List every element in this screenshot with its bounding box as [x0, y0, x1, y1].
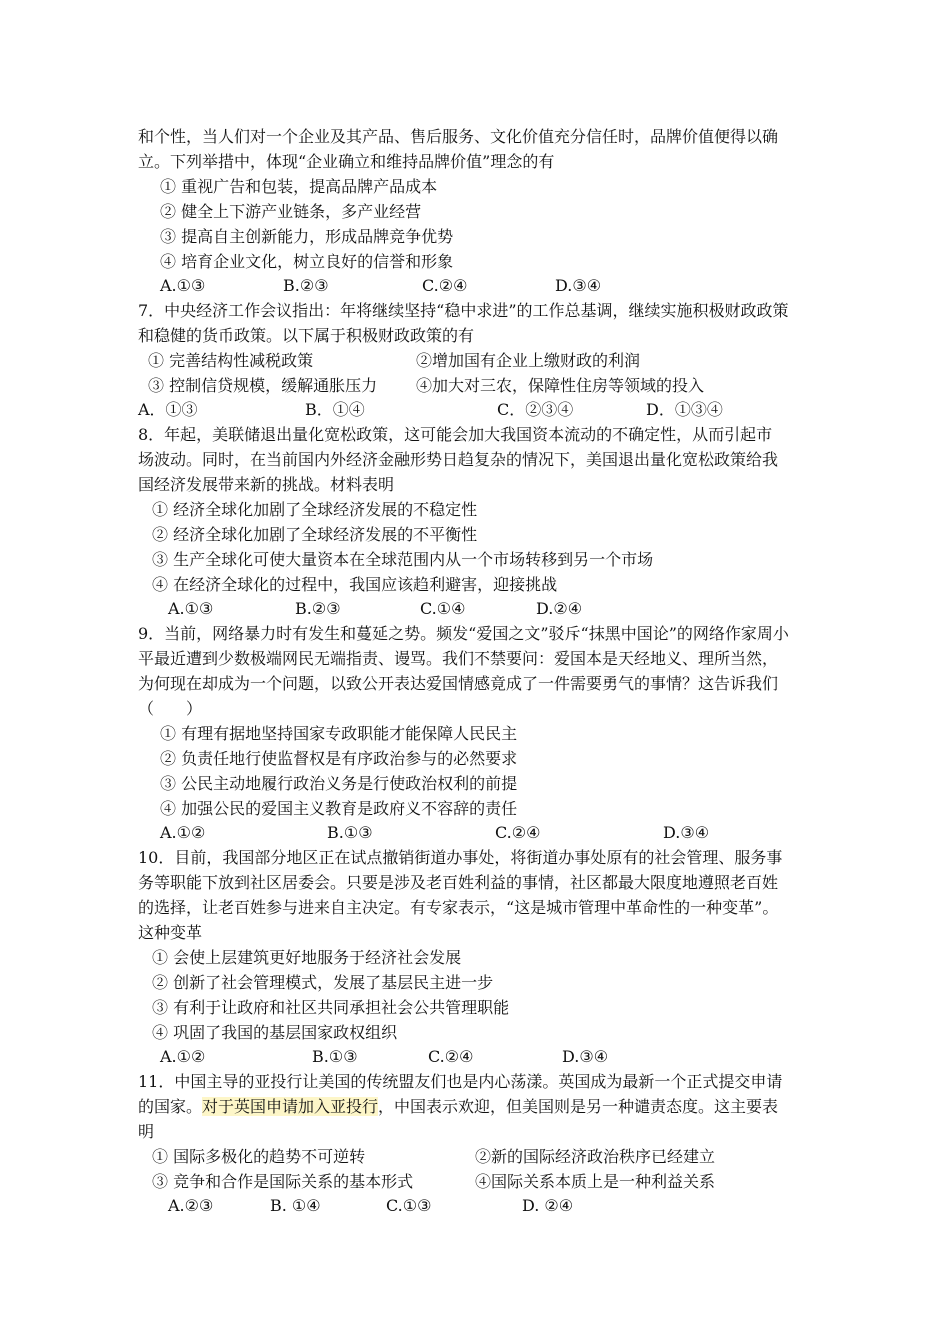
- q9-item-1: ① 有理有据地坚持国家专政职能才能保障人民民主: [160, 724, 518, 743]
- q7-option-b: B．①④: [305, 400, 365, 419]
- q10-item-3: ③ 有利于让政府和社区共同承担社会公共管理职能: [152, 998, 510, 1017]
- q6-item-2: ② 健全上下游产业链条，多产业经营: [160, 202, 422, 221]
- q7-stem-line-1: 7．中央经济工作会议指出：年将继续坚持“稳中求进”的工作总基调，继续实施积极财政政策: [138, 301, 789, 320]
- q7-option-a: A．①③: [138, 400, 198, 419]
- q6-item-1: ① 重视广告和包装，提高品牌产品成本: [160, 177, 438, 196]
- q9-option-b: B.①③: [327, 823, 373, 842]
- q10-item-2: ② 创新了社会管理模式，发展了基层民主进一步: [152, 973, 494, 992]
- q11-item-1: ① 国际多极化的趋势不可逆转: [152, 1147, 366, 1166]
- q9-stem-line-2: 平最近遭到少数极端网民无端指责、谩骂。我们不禁要问：爱国本是天经地义、理所当然，: [138, 649, 779, 668]
- q7-item-2: ②增加国有企业上缴财政的利润: [416, 351, 641, 370]
- q9-option-a: A.①②: [160, 823, 206, 842]
- q10-option-b: B.①③: [312, 1047, 358, 1066]
- q11-option-a: A.②③: [168, 1196, 214, 1215]
- q8-item-3: ③ 生产全球化可使大量资本在全球范围内从一个市场转移到另一个市场: [152, 550, 654, 569]
- q6-option-c: C.②④: [422, 276, 468, 295]
- q10-item-4: ④ 巩固了我国的基层国家政权组织: [152, 1023, 398, 1042]
- q8-stem-line-2: 场波动。同时，在当前国内外经济金融形势日趋复杂的情况下，美国退出量化宽松政策给我: [138, 450, 779, 469]
- q10-stem-line-1: 10．目前，我国部分地区正在试点撤销街道办事处，将街道办事处原有的社会管理、服务事: [138, 848, 783, 867]
- q8-option-d: D.②④: [536, 599, 583, 618]
- q10-stem-line-4: 这种变革: [138, 923, 203, 942]
- q10-stem-line-3: 的选择，让老百姓参与进来自主决定。有专家表示，“这是城市管理中革命性的一种变革”。: [138, 898, 779, 917]
- q11-item-4: ④国际关系本质上是一种利益关系: [475, 1172, 716, 1191]
- q7-item-4: ④加大对三农，保障性住房等领域的投入: [416, 376, 705, 395]
- q11-item-2: ②新的国际经济政治秩序已经建立: [475, 1147, 716, 1166]
- q9-item-2: ② 负责任地行使监督权是有序政治参与的必然要求: [160, 749, 518, 768]
- q8-stem-line-3: 国经济发展带来新的挑战。材料表明: [138, 475, 395, 494]
- q10-option-c: C.②④: [428, 1047, 474, 1066]
- q9-option-c: C.②④: [495, 823, 541, 842]
- q11-option-b: B. ①④: [270, 1196, 321, 1215]
- q8-option-a: A.①③: [168, 599, 214, 618]
- q6-item-3: ③ 提高自主创新能力，形成品牌竞争优势: [160, 227, 454, 246]
- q7-item-1: ① 完善结构性减税政策: [148, 351, 314, 370]
- q9-stem-line-1: 9．当前，网络暴力时有发生和蔓延之势。频发“爱国之文”驳斥“抹黑中国论”的网络作家周小: [138, 624, 789, 643]
- q11-highlighted-text: 对于英国申请加入亚投行: [202, 1097, 379, 1116]
- q7-item-3: ③ 控制信贷规模，缓解通胀压力: [148, 376, 378, 395]
- q8-stem-line-1: 8．年起，美联储退出量化宽松政策，这可能会加大我国资本流动的不确定性，从而引起市: [138, 425, 773, 444]
- q10-item-1: ① 会使上层建筑更好地服务于经济社会发展: [152, 948, 462, 967]
- q7-option-d: D．①③④: [646, 400, 723, 419]
- q7-stem-line-2: 和稳健的货币政策。以下属于积极财政政策的有: [138, 326, 475, 345]
- q9-stem-line-3: 为何现在却成为一个问题，以致公开表达爱国情感竟成了一件需要勇气的事情？这告诉我们: [138, 674, 779, 693]
- q8-option-c: C.①④: [420, 599, 466, 618]
- q10-option-d: D.③④: [562, 1047, 609, 1066]
- q11-item-3: ③ 竞争和合作是国际关系的基本形式: [152, 1172, 414, 1191]
- q8-option-b: B.②③: [295, 599, 341, 618]
- q7-option-c: C．②③④: [497, 400, 574, 419]
- q9-answer-blank: （ ）: [138, 699, 203, 718]
- q10-option-a: A.①②: [160, 1047, 206, 1066]
- q11-stem-text-a: 的国家。: [138, 1097, 203, 1116]
- q9-item-3: ③ 公民主动地履行政治义务是行使政治权利的前提: [160, 774, 518, 793]
- q11-option-d: D. ②④: [522, 1196, 574, 1215]
- q6-stem-line-2: 立。下列举措中，体现“企业确立和维持品牌价值”理念的有: [138, 152, 555, 171]
- q11-stem-line-3: 明: [138, 1122, 155, 1141]
- q9-item-4: ④ 加强公民的爱国主义教育是政府义不容辞的责任: [160, 799, 518, 818]
- q8-item-4: ④ 在经济全球化的过程中，我国应该趋利避害，迎接挑战: [152, 575, 558, 594]
- q11-stem-line-2: [138, 1097, 778, 1117]
- q6-option-d: D.③④: [555, 276, 602, 295]
- q11-stem-line-1: 11．中国主导的亚投行让美国的传统盟友们也是内心荡漾。英国成为最新一个正式提交申请: [138, 1072, 783, 1091]
- q6-stem-line-1: 和个性，当人们对一个企业及其产品、售后服务、文化价值充分信任时，品牌价值便得以确: [138, 127, 779, 146]
- q8-item-1: ① 经济全球化加剧了全球经济发展的不稳定性: [152, 500, 478, 519]
- q9-option-d: D.③④: [663, 823, 710, 842]
- q6-option-a: A.①③: [160, 276, 206, 295]
- q10-stem-line-2: 务等职能下放到社区居委会。只要是涉及老百姓利益的事情，社区都最大限度地遵照老百姓: [138, 873, 779, 892]
- q6-item-4: ④ 培育企业文化，树立良好的信誉和形象: [160, 252, 454, 271]
- q6-option-b: B.②③: [283, 276, 329, 295]
- q11-stem-text-b: ，中国表示欢迎，但美国则是另一种谴责态度。这主要表: [378, 1097, 779, 1116]
- q11-option-c: C.①③: [386, 1196, 432, 1215]
- q8-item-2: ② 经济全球化加剧了全球经济发展的不平衡性: [152, 525, 478, 544]
